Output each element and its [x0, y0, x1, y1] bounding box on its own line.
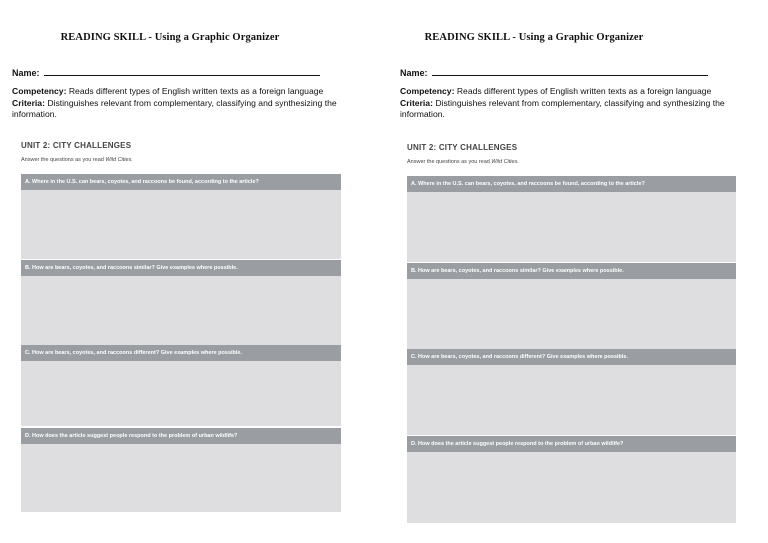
- criteria-label: Criteria:: [12, 97, 45, 108]
- question-c: C. How are bears, coyotes, and raccoons different? Give examples where possible.: [21, 345, 341, 361]
- instructions: [407, 159, 519, 165]
- competency-label: Competency:: [400, 86, 455, 96]
- name-label: Name:: [400, 68, 428, 78]
- instructions-source: Wild Cities.: [105, 157, 133, 163]
- name-line[interactable]: [432, 66, 708, 76]
- question-box-a[interactable]: [21, 174, 341, 259]
- competency-text: Reads different types of English written texts as a foreign language: [456, 86, 712, 96]
- name-label: Name:: [12, 68, 40, 78]
- instructions-text: Answer the questions as you read: [407, 159, 490, 165]
- name-field[interactable]: [400, 66, 708, 78]
- criteria-text: Distinguishes relevant from complementary, classifying and synthesizing the information.: [12, 97, 337, 119]
- competency-block: [400, 86, 745, 121]
- question-d: D. How does the article suggest people respond to the problem of urban wildlife?: [21, 428, 341, 444]
- competency-block: [12, 86, 352, 121]
- name-line[interactable]: [44, 66, 320, 76]
- instructions: [21, 157, 133, 163]
- question-a: A. Where in the U.S. can bears, coyotes, and raccoons be found, according to the article?: [21, 174, 341, 190]
- competency-text: Reads different types of English written texts as a foreign language: [68, 86, 324, 96]
- question-c: C. How are bears, coyotes, and raccoons different? Give examples where possible.: [407, 349, 736, 365]
- question-a: A. Where in the U.S. can bears, coyotes, and raccoons be found, according to the article?: [407, 176, 736, 192]
- criteria-text: Distinguishes relevant from complementary, classifying and synthesizing the information.: [400, 97, 725, 119]
- question-b: B. How are bears, coyotes, and raccoons similar? Give examples where possible.: [407, 263, 736, 279]
- unit-title: UNIT 2: CITY CHALLENGES: [21, 141, 132, 150]
- criteria-label: Criteria:: [400, 97, 433, 108]
- question-box-c[interactable]: [21, 345, 341, 426]
- question-b: B. How are bears, coyotes, and raccoons similar? Give examples where possible.: [21, 260, 341, 276]
- worksheet-title: READING SKILL - Using a Graphic Organizer: [60, 32, 280, 43]
- instructions-source: Wild Cities.: [491, 159, 519, 165]
- question-d: D. How does the article suggest people respond to the problem of urban wildlife?: [407, 436, 736, 452]
- question-box-b[interactable]: [407, 263, 736, 349]
- question-box-c[interactable]: [407, 349, 736, 435]
- worksheet-page-right: [384, 0, 768, 543]
- name-field[interactable]: [12, 66, 320, 78]
- question-box-b[interactable]: [21, 260, 341, 345]
- instructions-text: Answer the questions as you read: [21, 157, 104, 163]
- question-box-a[interactable]: [407, 176, 736, 262]
- question-box-d[interactable]: [407, 436, 736, 523]
- competency-label: Competency:: [12, 86, 67, 96]
- unit-title: UNIT 2: CITY CHALLENGES: [407, 143, 518, 152]
- question-box-d[interactable]: [21, 428, 341, 512]
- worksheet-title: READING SKILL - Using a Graphic Organizer: [424, 32, 644, 43]
